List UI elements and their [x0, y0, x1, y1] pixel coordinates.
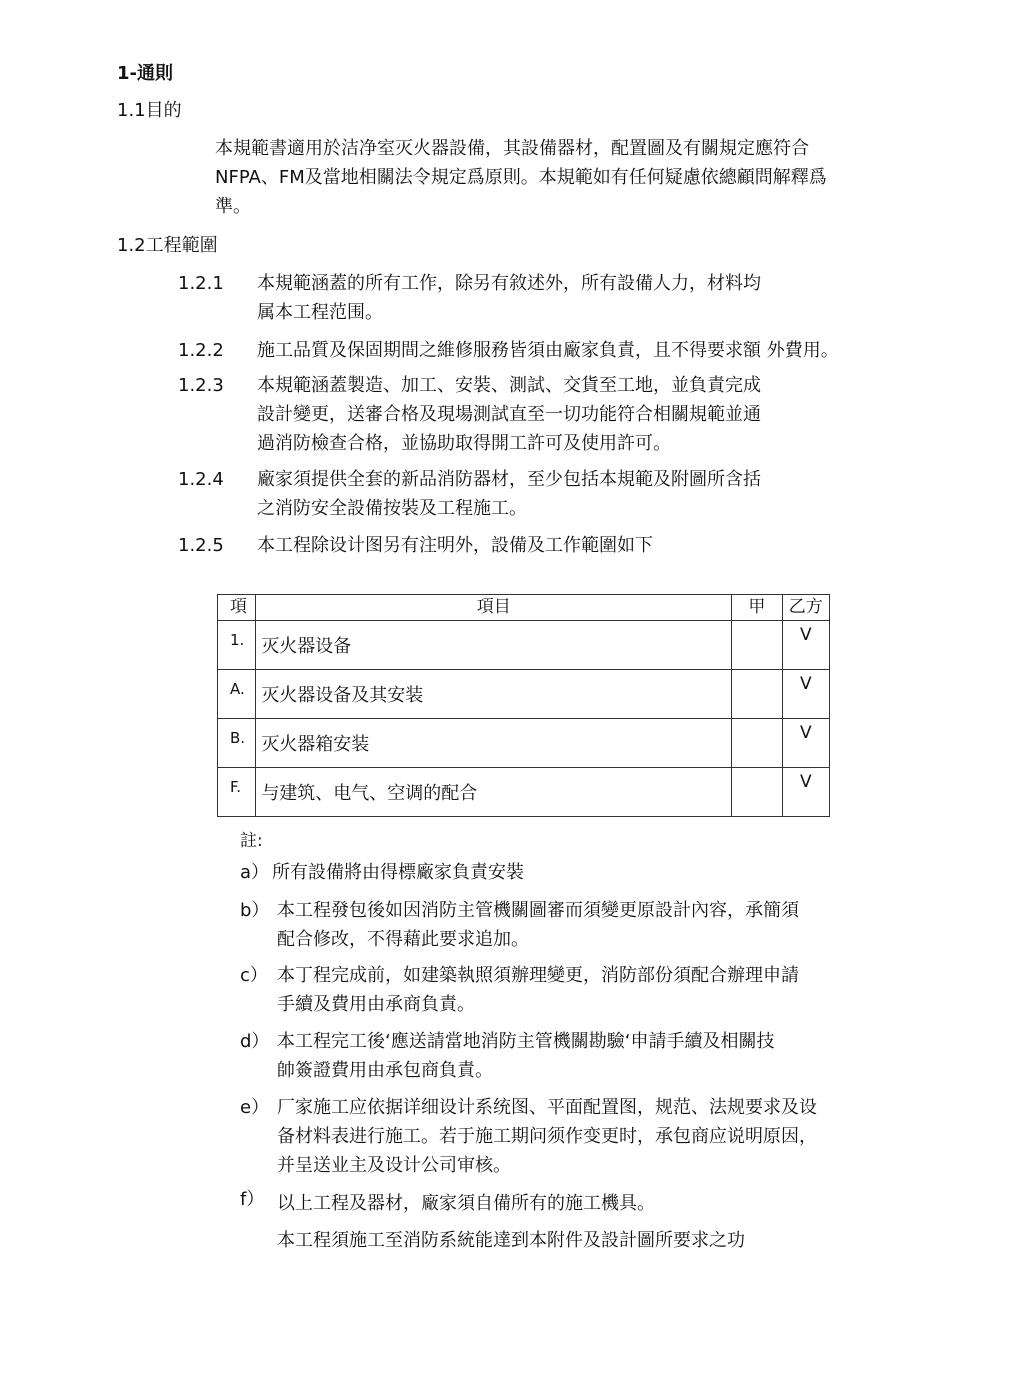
- note-marker: d）: [240, 1031, 270, 1052]
- row-party-b-cell: [782, 719, 829, 768]
- note-line: 备材料表进行施工。若于施工期问须作变更时，承包商应说明原因，: [277, 1126, 817, 1147]
- row-party-b-cell: [782, 768, 829, 817]
- row-index: A.: [230, 680, 245, 698]
- party-b-check: V: [799, 723, 812, 743]
- note-marker: e）: [240, 1097, 270, 1118]
- clause-number: 1.2.1: [178, 273, 224, 294]
- row-index: 1.: [230, 631, 245, 649]
- clause-text: [257, 336, 839, 365]
- row-item: 灭火器箱安装: [261, 734, 370, 755]
- note-text: [277, 1093, 817, 1180]
- row-index-cell: [218, 768, 256, 817]
- table-row: [218, 719, 830, 768]
- note-text: [277, 1027, 774, 1085]
- table-header-index: 項: [218, 595, 256, 621]
- row-party-b-cell: [782, 670, 829, 719]
- clause-line: 設計變更，送審合格及現場測試直至一切功能符合相關規範並通: [257, 404, 761, 425]
- note-line: 厂家施工应依据详细设计系统图、平面配置图，规范、法规要求及设: [277, 1097, 817, 1118]
- table-row: [218, 670, 830, 719]
- row-index: B.: [230, 729, 246, 747]
- clause-line: 本規範涵蓋製造、加工、安裝、測試、交貨至工地，並負責完成: [257, 375, 761, 396]
- row-party-a-cell: [732, 670, 782, 719]
- clause-line: 本規範涵蓋的所有工作，除另有敘述外，所有設備人力，材料均: [257, 273, 761, 294]
- clause-line: 属本工程范围。: [257, 302, 383, 323]
- note-text: [277, 961, 799, 1019]
- note-text: [277, 1185, 745, 1259]
- clause-text: [257, 465, 761, 523]
- table-header-party-b: 乙方: [782, 595, 829, 621]
- note-marker: c）: [240, 965, 268, 986]
- note-line: 所有設備將由得標廠家負責安裝: [272, 862, 524, 883]
- paragraph-line: 本規範書適用於洁净室灭火器設備，其設備器材，配置圖及有關規定應符合: [215, 138, 809, 159]
- note-text: [277, 896, 799, 954]
- clause-line: 之消防安全設備按裝及工程施工。: [257, 498, 527, 519]
- table-header-row: [218, 595, 830, 621]
- section-1-2-title: 1.2工程範圍: [117, 235, 218, 256]
- row-item: 灭火器设备及其安装: [261, 685, 424, 706]
- row-party-a-cell: [732, 719, 782, 768]
- clause-text: [257, 531, 653, 560]
- row-item-cell: [256, 621, 732, 670]
- row-party-a-cell: [732, 768, 782, 817]
- note-line: 本丁程完成前，如建築執照須辦理變更，消防部份須配合辦理申請: [277, 965, 799, 986]
- row-index-cell: [218, 670, 256, 719]
- clause-line: 施工品質及保固期間之維修服務皆須由廠家負責，且不得要求額 外費用。: [257, 340, 839, 361]
- section-1-1-paragraph: [215, 134, 915, 221]
- note-marker: f）: [240, 1189, 265, 1210]
- note-text: [272, 858, 524, 887]
- row-item-cell: [256, 768, 732, 817]
- row-party-a-cell: [732, 621, 782, 670]
- row-item-cell: [256, 670, 732, 719]
- section-1-title-text: 1-通則: [117, 63, 173, 84]
- clause-text: [257, 371, 761, 458]
- clause-line: 廠家須提供全套的新品消防器材，至少包括本規範及附圖所含括: [257, 469, 761, 490]
- clause-number: 1.2.2: [178, 340, 224, 361]
- notes-label: 註:: [240, 831, 263, 851]
- table-header-item: 項目: [256, 595, 732, 621]
- note-line: 并呈送业主及设计公司审核。: [277, 1155, 511, 1176]
- table-row: [218, 768, 830, 817]
- clause-line: 本工程除设计图另有注明外，設備及工作範圍如下: [257, 535, 653, 556]
- paragraph-line: NFPA、FM及當地相關法令規定爲原則。本規範如有任何疑慮依總顧問解釋爲: [215, 167, 827, 188]
- note-line: 帥簽證費用由承包商負責。: [277, 1060, 493, 1081]
- row-item: 与建筑、电气、空调的配合: [261, 783, 478, 804]
- clause-text: [257, 269, 761, 327]
- note-line: 手續及費用由承商負責。: [277, 994, 475, 1015]
- party-b-check: V: [799, 674, 812, 694]
- scope-table: [217, 594, 830, 817]
- clause-number: 1.2.3: [178, 375, 224, 396]
- paragraph-line: 準。: [215, 196, 251, 217]
- row-index-cell: [218, 719, 256, 768]
- table-row: [218, 621, 830, 670]
- table-header-party-a: 甲: [732, 595, 782, 621]
- clause-number: 1.2.4: [178, 469, 224, 490]
- note-line: 本工程發包後如因消防主管機關圖審而須變更原設計內容，承簡須: [277, 900, 799, 921]
- note-marker: b）: [240, 900, 270, 921]
- section-1-title: [117, 62, 173, 86]
- note-line: 本工程完工後‘應送請當地消防主管機關勘驗‘申請手續及相關技: [277, 1031, 775, 1052]
- party-b-check: V: [799, 625, 812, 645]
- clause-number: 1.2.5: [178, 535, 224, 556]
- note-line: 本工程須施工至消防系統能達到本附件及設計圖所要求之功: [277, 1230, 745, 1251]
- section-1-1-title: 1.1目的: [117, 100, 182, 121]
- clause-line: 過消防檢查合格，並協助取得開工許可及使用許可。: [257, 433, 671, 454]
- row-item-cell: [256, 719, 732, 768]
- row-party-b-cell: [782, 621, 829, 670]
- party-b-check: V: [799, 772, 812, 792]
- note-line: 以上工程及器材，廠家須自備所有的施工機具。: [277, 1193, 655, 1214]
- row-item: 灭火器设备: [261, 636, 352, 657]
- row-index-cell: [218, 621, 256, 670]
- note-marker: a）: [240, 862, 270, 883]
- note-line: 配合修改，不得藉此要求追加。: [277, 929, 529, 950]
- row-index: F.: [230, 778, 241, 796]
